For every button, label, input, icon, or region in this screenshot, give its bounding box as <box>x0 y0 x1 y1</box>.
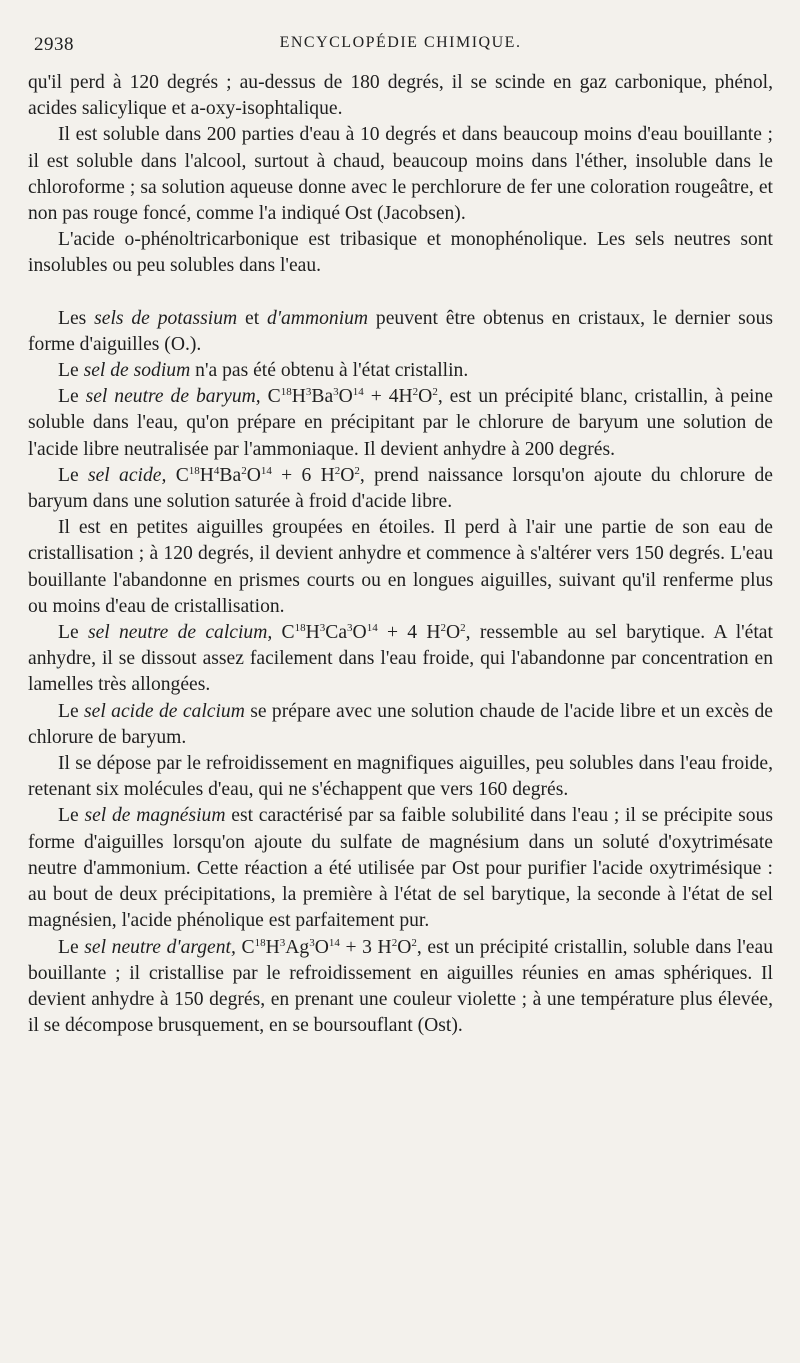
paragraph: Le sel acide de calcium se prépare avec une solution chaude de l'acide libre et un excès de chlorure de baryum. <box>28 700 773 748</box>
paragraph: Le sel de magnésium est caractérisé par sa faible solubilité dans l'eau ; il se précipite sous forme d'aiguilles lorsqu'on ajoute du sulfate de magnésium dans un soluté d'oxytrimésate neutre d'ammonium. Cette réaction a été utilisée par Ost pour purifier l'acide oxytrimésique : au bout de deux précipitations, la première à l'état de sel barytique, la seconde à l'état de sel magnésien, l'acide phénolique est parfaitement pur. <box>28 805 773 932</box>
running-header <box>28 34 773 60</box>
chemical-formula: $C^{18}H^3Ba^3O^{14} + 4H^2O^2$ <box>267 386 438 408</box>
paragraph: L'acide o-phénoltricarbonique est tribasique et monophénolique. Les sels neutres sont insolubles ou peu solubles dans l'eau. <box>28 229 773 277</box>
running-title: ENCYCLOPÉDIE CHIMIQUE. <box>279 34 522 51</box>
paragraph: Les sels de potassium et d'ammonium peuvent être obtenus en cristaux, le dernier sous forme d'aiguilles (O.). <box>28 307 774 355</box>
paragraph: Le sel neutre d'argent, $C^{18}H^3Ag^3O^{14} + 3$ $H^2O^2$, est un précipité cristallin, soluble dans l'eau bouillante ; il cristallise par le refroidissement en aiguilles réunies en amas sphériques. Il devient anhydre à 150 degrés, en prenant une couleur violette ; à une température plus élevée, il se décompose brusquement, en se boursouflant (Ost). <box>28 936 773 1037</box>
paragraph: Le sel de sodium n'a pas été obtenu à l'état cristallin. <box>58 360 469 382</box>
chemical-formula: $C^{18}H^3Ag^3O^{14} + 3$ $H^2O^2$ <box>241 936 417 958</box>
paragraph: qu'il perd à 120 degrés ; au-dessus de 180 degrés, il se scinde en gaz carbonique, phénol, acides salicylique et a-oxy-isophtalique. <box>28 72 773 120</box>
chemical-formula: $C^{18}H^4Ba^2O^{14} + 6$ $H^2O^2$ <box>175 464 360 486</box>
page <box>28 34 773 1039</box>
paragraph: Il est soluble dans 200 parties d'eau à 10 degrés et dans beaucoup moins d'eau bouillante ; il est soluble dans l'alcool, surtout à chaud, beaucoup moins dans l'éther, insoluble dans le chloroforme ; sa solution aqueuse donne avec le perchlorure de fer une coloration rougeâtre, et non pas rouge foncé, comme l'a indiqué Ost (Jacobsen). <box>28 124 773 225</box>
chemical-formula: $C^{18}H^3Ca^3O^{14} + 4$ $H^2O^2$ <box>281 622 466 644</box>
paragraph: Le sel acide, $C^{18}H^4Ba^2O^{14} + 6$ $H^2O^2$, prend naissance lorsqu'on ajoute du chlorure de baryum dans une solution saturée à froid d'acide libre. <box>28 464 773 513</box>
paragraph: Il se dépose par le refroidissement en magnifiques aiguilles, peu solubles dans l'eau froide, retenant six molécules d'eau, qui ne s'échappent que vers 160 degrés. <box>28 753 773 801</box>
body-text <box>28 70 773 1039</box>
paragraph: Le sel neutre de calcium, $C^{18}H^3Ca^3O^{14} + 4$ $H^2O^2$, ressemble au sel barytique. A l'état anhydre, il se dissout assez facilement dans l'eau froide, qui l'abandonne par concentration en lamelles très allongées. <box>28 622 773 696</box>
paragraph: Le sel neutre de baryum, $C^{18}H^3Ba^3O^{14} + 4H^2O^2$, est un précipité blanc, cristallin, à peine soluble dans l'eau, qu'on prépare en précipitant par le chlorure de baryum une solution de l'acide libre neutralisée par l'ammoniaque. Il devient anhydre à 200 degrés. <box>28 386 773 460</box>
paragraph: Il est en petites aiguilles groupées en étoiles. Il perd à l'air une partie de son eau de cristallisation ; à 120 degrés, il devient anhydre et commence à s'altérer vers 150 degrés. L'eau bouillante l'abandonne en prismes courts ou en longues aiguilles, suivant qu'il renferme plus ou moins d'eau de cristallisation. <box>28 517 773 617</box>
page-number: 2938 <box>34 34 74 55</box>
